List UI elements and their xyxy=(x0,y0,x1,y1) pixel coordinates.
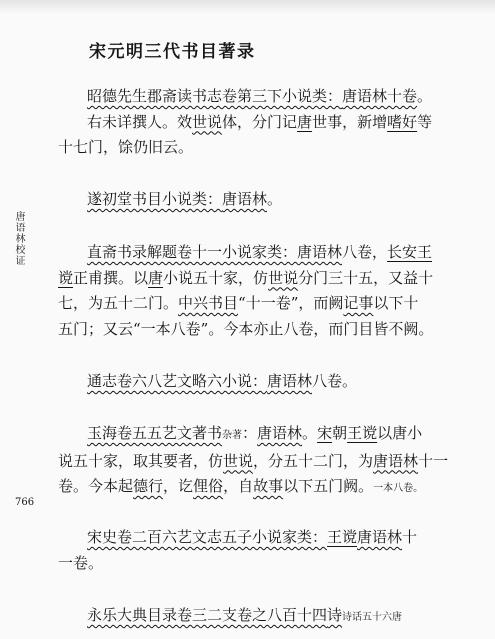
entry-line xyxy=(58,240,456,266)
book-title-text: 俚俗 xyxy=(193,477,224,495)
entry-line xyxy=(58,187,456,213)
proper-noun-text: 王谠 xyxy=(347,424,378,442)
book-title-text: 唐语林 xyxy=(222,190,268,208)
entry-line xyxy=(58,369,456,395)
small-annotation-text: 杂著 xyxy=(222,430,243,441)
text: 右未详撰人。效 xyxy=(87,112,193,131)
entry-line xyxy=(58,603,456,631)
text: 体，分门记 xyxy=(222,112,298,131)
entry-line xyxy=(58,135,456,161)
entry-line xyxy=(58,525,456,551)
text: 八卷。 xyxy=(312,372,358,390)
text: 十七门，馀仍旧云。 xyxy=(58,138,194,156)
running-side-title: 唐语林校证 xyxy=(13,211,24,266)
book-title-text: 唐语林 xyxy=(297,243,343,261)
text: 卷。今本起 xyxy=(58,477,134,495)
entry-line xyxy=(58,84,456,110)
text: 一卷。 xyxy=(58,553,104,572)
book-title-text: 唐语林 xyxy=(267,372,313,390)
text: 以唐小 xyxy=(377,424,423,442)
entry-line xyxy=(58,266,456,292)
book-title-text: 唐语林 xyxy=(257,424,303,442)
small-annotation-text: 一本八卷 xyxy=(373,483,414,494)
book-title-text: 唐语林十卷 xyxy=(342,87,418,105)
page-title: 宋元明三代书目著录 xyxy=(89,42,256,62)
text: 五门；又云“一本八卷”。今本亦止八卷，而门目皆不阙。 xyxy=(58,319,434,338)
book-title-text: 唐语林 xyxy=(357,528,403,546)
catalog-entry-songshi xyxy=(58,525,456,576)
text: 说五十家，取其要者，仿 xyxy=(58,451,224,470)
catalog-entry-tongzhi xyxy=(58,369,456,395)
catalog-entry-zhizhai xyxy=(58,240,456,342)
text: 。 xyxy=(417,87,433,105)
book-title-text: 遂初堂书目小说类： xyxy=(87,190,223,208)
text: 分门三十五，又益十 xyxy=(298,268,434,287)
text: 以下五门阙。 xyxy=(283,477,374,495)
page-number: 766 xyxy=(15,497,35,508)
proper-noun-text: 唐 xyxy=(297,112,313,131)
book-title-text: 昭德先生郡斋读书志卷第三下小说类： xyxy=(87,87,343,105)
proper-noun-text: 谠 xyxy=(58,268,74,287)
text: 十 xyxy=(402,528,418,546)
entry-line xyxy=(58,421,456,449)
book-title-text: 德行 xyxy=(133,477,164,495)
proper-noun-text: 嗜好 xyxy=(387,112,418,131)
entry-line xyxy=(58,110,456,136)
text: 以下十 xyxy=(373,294,419,312)
book-title-text: 唐语林 xyxy=(373,451,419,470)
entry-line xyxy=(58,449,456,475)
book-title-text: 诗 xyxy=(327,606,343,624)
book-title-text: 通志卷六八艺文略六小说： xyxy=(87,372,268,390)
text: 十一 xyxy=(418,451,449,470)
catalog-entry-yongle xyxy=(58,603,456,631)
entry-line xyxy=(58,291,456,317)
book-title-text: 宋史卷二百六艺文志五子小说家类： xyxy=(87,528,328,546)
proper-noun-text: 王谠 xyxy=(327,528,358,546)
text: 。 xyxy=(413,483,424,494)
text: 朝 xyxy=(332,424,348,442)
text: 世事，新增 xyxy=(312,112,388,131)
text: ，自 xyxy=(223,477,254,495)
text: 等 xyxy=(417,112,433,131)
book-title-text: 永乐大典目录卷三二支卷之八百十四 xyxy=(87,606,328,624)
catalog-entry-zhaode xyxy=(58,84,456,161)
text: ： xyxy=(242,424,258,442)
book-title-text: 记事 xyxy=(343,294,374,312)
proper-noun-text: 宋 xyxy=(317,424,333,442)
book-title-text: 中兴书目 xyxy=(178,294,239,312)
text: “十一卷”，而阙 xyxy=(238,294,344,312)
text: 七，为五十二门。 xyxy=(58,294,179,312)
text: ，分五十二门，为 xyxy=(253,451,374,470)
book-title-text: 直斋书录解题卷十一小说家类： xyxy=(87,243,298,261)
text: 小说五十家，仿 xyxy=(163,268,269,287)
text: 八卷， xyxy=(342,243,388,261)
page-header-strip xyxy=(0,0,495,14)
entry-line xyxy=(58,551,456,577)
book-title-text: 玉海卷五五艺文著书 xyxy=(87,424,223,442)
text: 。 xyxy=(302,424,318,442)
text: 。 xyxy=(267,190,283,208)
proper-noun-text: 唐 xyxy=(148,268,164,287)
entry-line xyxy=(58,317,456,343)
text: 正甫撰。以 xyxy=(73,268,149,287)
catalog-entry-suichutang xyxy=(58,187,456,213)
book-title-text: 世说 xyxy=(268,268,299,287)
book-title-text: 世说 xyxy=(223,451,254,470)
book-title-text: 故事 xyxy=(253,477,284,495)
text: ，讫 xyxy=(163,477,194,495)
proper-noun-text: 长安王 xyxy=(387,243,433,261)
small-annotation-text: 诗话五十六唐 xyxy=(342,612,403,623)
catalog-entry-yuhai xyxy=(58,421,456,502)
entry-line xyxy=(58,474,456,502)
book-title-text: 世说 xyxy=(192,112,223,131)
